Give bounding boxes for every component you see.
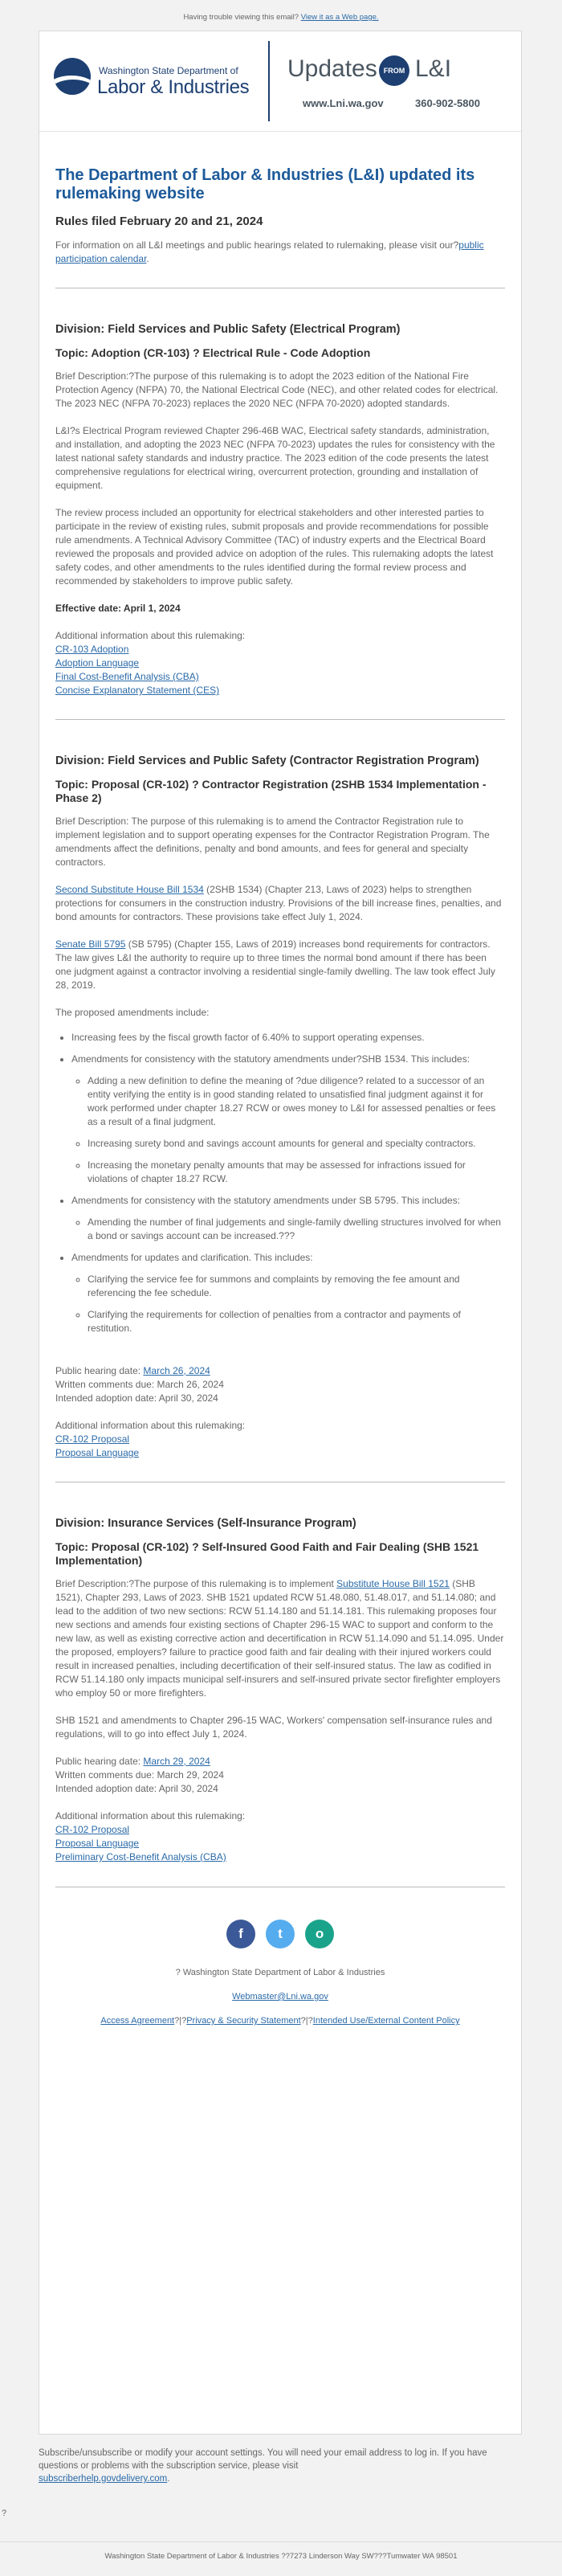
section3-topic: Topic: Proposal (CR-102) ? Self-Insured Good Faith and Fair Dealing (SHB 1521 Implementation) [55, 1540, 479, 1567]
privacy-link[interactable]: Privacy & Security Statement [186, 2016, 301, 2026]
copyright: ? Washington State Department of Labor & Industries [175, 1968, 385, 1977]
preheader-text: Having trouble viewing this email? [183, 13, 299, 22]
divider [0, 2541, 562, 2542]
section2-hearing: Public hearing date: March 26, 2024 Written comments due: March 26, 2024 Intended adoption date: April 30, 2024 [55, 1365, 224, 1404]
section2-topic: Topic: Proposal (CR-102) ? Contractor Registration (2SHB 1534 Implementation - Phase 2) [55, 778, 487, 804]
list-item: ◦ Amending the number of final judgements and single-family dwelling structures involved for when a bond or savings account can be increased.??? [88, 1216, 505, 1243]
proposed-amendments: The proposed amendments include: [55, 1007, 210, 1018]
updates-title: Updates [287, 55, 377, 82]
rules-filed: Rules filed February 20 and 21, 2024 [55, 215, 263, 228]
section1-topic: Topic: Adoption (CR-103) ? Electrical Rule - Code Adoption [55, 346, 371, 359]
header-divider [268, 41, 270, 121]
list-item: ◦ Increasing surety bond and savings account amounts for general and specialty contractors. [88, 1137, 505, 1151]
org-line1: Washington State Department of [99, 65, 238, 76]
list-item: ◦ Clarifying the service fee for summons and complaints by removing the fee amount and referencing the fee schedule. [88, 1273, 505, 1300]
link-icon[interactable]: o [305, 1920, 334, 1948]
org-line2: Labor & Industries [97, 76, 250, 98]
section2-additional: Additional information about this rulemaking: [55, 1420, 246, 1431]
stray-char: ? [2, 2509, 7, 2518]
section1-p3: The review process included an opportunity for electrical stakeholders and other interested parties to participate in the review of existing rules, submit proposals and provide recommendations for possible rule amendments. A Technical Advisory Committee (TAC) of industry experts and the Electrical Board reviewed the proposals and provided advice on adoption of the rules. This rulemaking adopts the latest safety codes, and other amendments to the rules identified during the formal review process and recommended by stakeholders to improve public safety. [55, 507, 494, 587]
facebook-icon[interactable]: f [226, 1920, 255, 1948]
list-item: ◦ Adding a new definition to define the meaning of ?due diligence? related to a successor of an entity verifying the entity is in good standing related to unsatisfied final judgment against it for work performed under chapter 18.27 RCW or owes money to L&I for assessed penalties or fees as a result of a final judgment. [88, 1074, 505, 1129]
cr102-proposal-link[interactable]: CR-102 Proposal [55, 1824, 130, 1835]
2shb1534-link[interactable]: Second Substitute House Bill 1534 [55, 884, 204, 895]
social-links [55, 1920, 505, 1948]
ces-link[interactable]: Concise Explanatory Statement (CES) [55, 685, 220, 696]
webmaster-row [55, 1992, 505, 2002]
section1-links [55, 643, 505, 697]
list-item: ◦ Increasing the monetary penalty amounts that may be assessed for infractions issued for violations of chapter 18.27 RCW. [88, 1159, 505, 1186]
section2-division: Division: Field Services and Public Safety (Contractor Registration Program) [55, 754, 479, 767]
email-content [39, 132, 521, 2026]
lni-logo-icon [54, 58, 91, 95]
section3-hearing: Public hearing date: March 29, 2024 Written comments due: March 29, 2024 Intended adoption date: April 30, 2024 [55, 1756, 224, 1794]
list-item: • Amendments for updates and clarification. This includes: ◦ Clarifying the service fee for summons and complaints by removing the fee amount and referencing the fee schedule. ◦ Clarifying the requirements for collection of penalties from a contractor and payments of restitution. [71, 1251, 505, 1335]
email-header [39, 31, 521, 132]
subscription-footer [39, 2447, 522, 2485]
section2-links [55, 1433, 505, 1460]
header-url: www.Lni.wa.gov [303, 97, 384, 109]
sb5795-link[interactable]: Senate Bill 5795 [55, 938, 126, 950]
email-footer [55, 1920, 505, 2026]
divider [55, 719, 505, 720]
section3-links [55, 1823, 505, 1864]
section1-p2: L&I?s Electrical Program reviewed Chapter 296-46B WAC, Electrical safety standards, administration, and installation, and adopting the 2023 NEC (NFPA 70-2023) updates the rules for consistency with the latest national safety standards and industry practice. The 2023 edition of the code presents the latest comprehensive regulations for electrical wiring, overcurrent protection, grounding and installation of equipment. [55, 425, 495, 491]
intended-use-link[interactable]: Intended Use/External Content Policy [312, 2016, 460, 2026]
policy-links: Access Agreement?|?Privacy & Security Statement?|?Intended Use/External Content Policy [100, 2016, 460, 2026]
li-title: L&I [415, 55, 452, 82]
webmaster-email-link[interactable]: Webmaster@Lni.wa.gov [232, 1992, 328, 2002]
hearing-date-link[interactable]: March 29, 2024 [143, 1756, 210, 1767]
section1-division: Division: Field Services and Public Safety (Electrical Program) [55, 323, 401, 336]
adoption-language-link[interactable]: Adoption Language [55, 657, 140, 669]
access-agreement-link[interactable]: Access Agreement [100, 2016, 175, 2026]
section3-additional: Additional information about this rulemaking: [55, 1810, 246, 1822]
from-badge: FROM [379, 55, 409, 86]
section2-p3: Senate Bill 5795 (SB 5795) (Chapter 155, Laws of 2019) increases bond requirements for contractors. The law gives L&I the authority to require up to three times the normal bond amount if there has been one judgment against a contractor involving a residential single-family dwelling. The law took effect July 28, 2019. [55, 938, 495, 991]
page-title: The Department of Labor & Industries (L&I) updated its rulemaking website [55, 166, 475, 202]
section3-p2: SHB 1521 and amendments to Chapter 296-15 WAC, Workers' compensation self-insurance rules and regulations, will to go into effect July 1, 2024. [55, 1715, 492, 1740]
preheader [0, 0, 562, 31]
subscribe-text: Subscribe/unsubscribe or modify your account settings. You will need your email address to log in. If you have questions or problems with the subscription service, please visit subscriberhelp.govdelivery.com. [39, 2448, 487, 2484]
calendar-link[interactable]: public participation calendar [55, 239, 484, 264]
shb1521-link[interactable]: Substitute House Bill 1521 [336, 1578, 450, 1589]
email-card [39, 31, 522, 2435]
preliminary-cba-link[interactable]: Preliminary Cost-Benefit Analysis (CBA) [55, 1851, 226, 1862]
section3-division: Division: Insurance Services (Self-Insurance Program) [55, 1517, 356, 1530]
intro-text: For information on all L&I meetings and public hearings related to rulemaking, please visit our?public participation calendar. [55, 239, 484, 264]
effective-date: Effective date: April 1, 2024 [55, 603, 181, 614]
amendments-list [55, 1031, 505, 1335]
twitter-icon[interactable]: t [266, 1920, 295, 1948]
cr102-proposal-link[interactable]: CR-102 Proposal [55, 1433, 130, 1445]
section1-additional: Additional information about this rulemaking: [55, 630, 246, 641]
section2-p1: Brief Description: The purpose of this rulemaking is to amend the Contractor Registration rule to implement legislation and to support operating expenses for the Contractor Registration Program. The amendments affect the definitions, penalty and bond amounts, and fees for general and specialty contractors. [55, 816, 490, 868]
list-item: • Amendments for consistency with the statutory amendments under?SHB 1534. This includes: ◦ Adding a new definition to define the meaning of ?due diligence? related to a successor of an entity verifying the entity is in good standing related to unsatisfied final judgment against it for work performed under chapter 18.27 RCW or owes money to L&I for assessed penalties or fees as a result of a final judgment. ◦ Increasing surety bond and savings account amounts for general and specialty contractors. ◦ Increasing the monetary penalty amounts that may be assessed for infractions issued for violations of chapter 18.27 RCW. [71, 1053, 505, 1186]
hearing-date-link[interactable]: March 26, 2024 [143, 1365, 210, 1376]
list-item: • Amendments for consistency with the statutory amendments under SB 5795. This includes: ◦ Amending the number of final judgements and single-family dwelling structures involved for when a bond or savings account can be increased.??? [71, 1194, 505, 1243]
section3-p1: Brief Description:?The purpose of this rulemaking is to implement Substitute House Bill 1521 (SHB 1521), Chapter 293, Laws of 2023. SHB 1521 updated RCW 51.48.080, 51.48.017, and 51.14.080; and lead to the addition of two new sections: RCW 51.14.180 and 51.14.181. This rulemaking proposes four new sections and amends four existing sections of Chapter 296-15 WAC to support and conform to the new law, as well as existing corrective action and decertification in RCW 51.14.090 and 51.14.095. Under the proposed, employers? failure to practice good faith and fair dealing with their injured workers could result in increased penalties, including decertification of their self-insured status. The law as codified in RCW 51.14.180 only impacts municipal self-insurers and self-insured private sector firefighter employers who employ 50 or more firefighters. [55, 1578, 504, 1699]
proposal-language-link[interactable]: Proposal Language [55, 1447, 140, 1458]
header-phone: 360-902-5800 [415, 97, 480, 109]
section2-p2: Second Substitute House Bill 1534 (2SHB 1534) (Chapter 213, Laws of 2023) helps to strengthen protections for consumers in the construction industry. Provisions of the bill increase fines, penalties, and bond amounts for contractors. These provisions take effect July 1, 2024. [55, 884, 502, 922]
proposal-language-link[interactable]: Proposal Language [55, 1838, 140, 1849]
list-item: ◦ Clarifying the requirements for collection of penalties from a contractor and payments of restitution. [88, 1308, 505, 1335]
subscriber-help-link[interactable]: subscriberhelp.govdelivery.com [39, 2474, 168, 2484]
address: Washington State Department of Labor & Industries ??7273 Linderson Way SW???Tumwater WA 98501 [104, 2552, 458, 2561]
view-web-link[interactable]: View it as a Web page. [300, 13, 379, 22]
list-item: • Increasing fees by the fiscal growth factor of 6.40% to support operating expenses. [71, 1031, 505, 1045]
section1-p1: Brief Description:?The purpose of this rulemaking is to adopt the 2023 edition of the National Fire Protection Agency (NFPA) 70, the National Electrical Code (NEC), and other related codes for electrical. The 2023 NEC (NFPA 70-2023) replaces the 2020 NEC (NFPA 70-2020) adopted standards. [55, 370, 499, 409]
cr103-link[interactable]: CR-103 Adoption [55, 644, 129, 655]
final-cba-link[interactable]: Final Cost-Benefit Analysis (CBA) [55, 671, 199, 682]
